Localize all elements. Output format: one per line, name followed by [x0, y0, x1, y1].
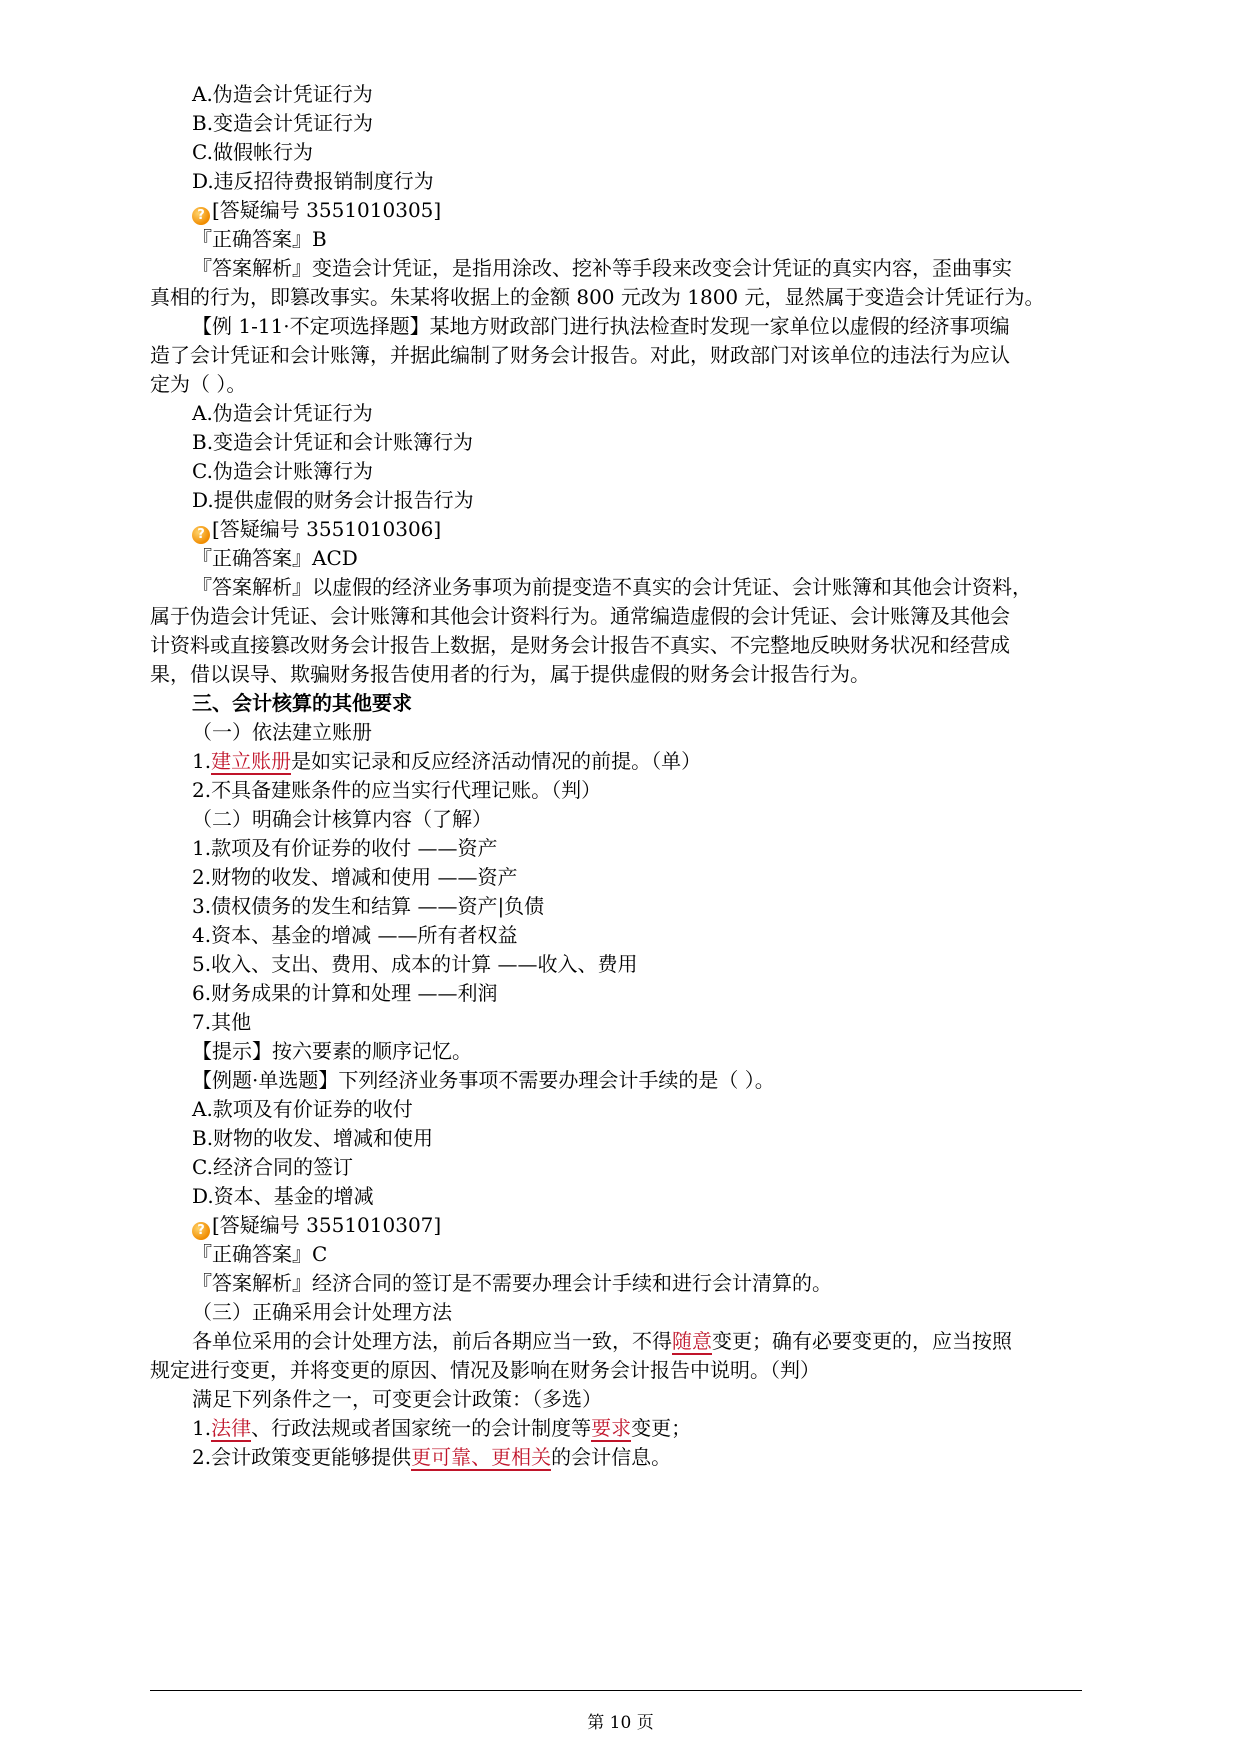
- list-item: [192, 1414, 691, 1442]
- list-text: 的会计信息。: [551, 1445, 672, 1469]
- option-c: C.做假帐行为: [192, 140, 313, 164]
- option-d: D.提供虚假的财务会计报告行为: [192, 488, 474, 512]
- list-item: [192, 1443, 671, 1471]
- highlight-term: 建立账册: [211, 749, 292, 773]
- option-a: A.伪造会计凭证行为: [192, 401, 373, 425]
- example-question-line-2: 造了会计凭证和会计账簿，并据此编制了财务会计报告。对此，财政部门对该单位的违法行为应认: [150, 343, 1010, 367]
- list-item: 7.其他: [192, 1010, 252, 1034]
- highlight-term: 要求: [591, 1416, 632, 1440]
- paragraph-line-3: 满足下列条件之一，可变更会计政策：（多选）: [192, 1387, 602, 1411]
- option-c: C.伪造会计账簿行为: [192, 459, 373, 483]
- list-item: 4.资本、基金的增减 ——所有者权益: [192, 923, 518, 947]
- highlight-term: 更可靠、更相关: [411, 1445, 552, 1469]
- correct-answer: 『正确答案』ACD: [192, 546, 358, 570]
- list-number: 1.: [192, 749, 212, 773]
- analysis-line-3: 计资料或直接篡改财务会计报告上数据，是财务会计报告不真实、不完整地反映财务状况和经营成: [150, 633, 1010, 657]
- option-d: D.违反招待费报销制度行为: [192, 169, 434, 193]
- qa-id: [答疑编号 3551010305]: [212, 198, 442, 222]
- tip: 【提示】按六要素的顺序记忆。: [192, 1039, 472, 1063]
- example-question: 【例题·单选题】下列经济业务事项不需要办理会计手续的是（ ）。: [192, 1068, 775, 1092]
- question-mark-icon: ?: [192, 1222, 210, 1240]
- question-mark-icon: ?: [192, 526, 210, 544]
- qa-id: [答疑编号 3551010307]: [212, 1213, 442, 1237]
- option-b: B.财物的收发、增减和使用: [192, 1126, 434, 1150]
- qa-id-line: [192, 196, 441, 224]
- correct-answer: 『正确答案』C: [192, 1242, 328, 1266]
- analysis-line-1: 『答案解析』变造会计凭证，是指用涂改、挖补等手段来改变会计凭证的真实内容，歪曲事实: [192, 256, 1012, 280]
- section-heading: 三、会计核算的其他要求: [192, 691, 412, 715]
- subsection-heading: （三）正确采用会计处理方法: [192, 1300, 452, 1324]
- qa-id: [答疑编号 3551010306]: [212, 517, 442, 541]
- list-item: 1.款项及有价证券的收付 ——资产: [192, 836, 498, 860]
- analysis-line-1: 『答案解析』以虚假的经济业务事项为前提变造不真实的会计凭证、会计账簿和其他会计资料，: [192, 575, 1032, 599]
- subsection-heading: （一）依法建立账册: [192, 720, 372, 744]
- paragraph-line-1: [192, 1327, 1012, 1355]
- correct-answer: 『正确答案』B: [192, 227, 327, 251]
- list-text: 、行政法规或者国家统一的会计制度等: [251, 1416, 592, 1440]
- analysis-line-4: 果，借以误导、欺骗财务报告使用者的行为，属于提供虚假的财务会计报告行为。: [150, 662, 870, 686]
- paragraph-line-2: 规定进行变更，并将变更的原因、情况及影响在财务会计报告中说明。（判）: [150, 1358, 820, 1382]
- analysis-line-1: 『答案解析』经济合同的签订是不需要办理会计手续和进行会计清算的。: [192, 1271, 832, 1295]
- list-item: 6.财务成果的计算和处理 ——利润: [192, 981, 498, 1005]
- highlight-term: 随意: [672, 1329, 712, 1353]
- page-number: 第 10 页: [587, 1713, 654, 1733]
- subsection-heading: （二）明确会计核算内容（了解）: [192, 807, 492, 831]
- list-text: 是如实记录和反应经济活动情况的前提。（单）: [291, 749, 702, 773]
- qa-id-line: [192, 1211, 441, 1239]
- list-item: [192, 747, 701, 775]
- list-text: 2.会计政策变更能够提供: [192, 1445, 412, 1469]
- highlight-term: 法律: [211, 1416, 252, 1440]
- list-text: 变更；: [631, 1416, 692, 1440]
- option-a: A.款项及有价证券的收付: [192, 1097, 413, 1121]
- analysis-line-2: 真相的行为，即篡改事实。朱某将收据上的金额 800 元改为 1800 元，显然属于变造会计凭证行为。: [150, 285, 1045, 309]
- list-item: 5.收入、支出、费用、成本的计算 ——收入、费用: [192, 952, 638, 976]
- option-b: B.变造会计凭证和会计账簿行为: [192, 430, 474, 454]
- paragraph-text: 各单位采用的会计处理方法，前后各期应当一致，不得: [192, 1329, 672, 1353]
- list-item: 2.财物的收发、增减和使用 ——资产: [192, 865, 518, 889]
- qa-id-line: [192, 515, 441, 543]
- example-question-line-3: 定为（ ）。: [150, 372, 247, 396]
- list-item: 3.债权债务的发生和结算 ——资产|负债: [192, 894, 545, 918]
- option-a: A.伪造会计凭证行为: [192, 82, 373, 106]
- option-b: B.变造会计凭证行为: [192, 111, 374, 135]
- list-number: 1.: [192, 1416, 212, 1440]
- list-item: 2.不具备建账条件的应当实行代理记账。（判）: [192, 778, 602, 802]
- footer-divider: [150, 1690, 1082, 1691]
- option-c: C.经济合同的签订: [192, 1155, 353, 1179]
- analysis-line-2: 属于伪造会计凭证、会计账簿和其他会计资料行为。通常编造虚假的会计凭证、会计账簿及其他会: [150, 604, 1010, 628]
- paragraph-text: 变更；确有必要变更的，应当按照: [712, 1329, 1012, 1353]
- example-question-line-1: 【例 1-11·不定项选择题】某地方财政部门进行执法检查时发现一家单位以虚假的经济事项编: [192, 314, 1010, 338]
- question-mark-icon: ?: [192, 207, 210, 225]
- option-d: D.资本、基金的增减: [192, 1184, 374, 1208]
